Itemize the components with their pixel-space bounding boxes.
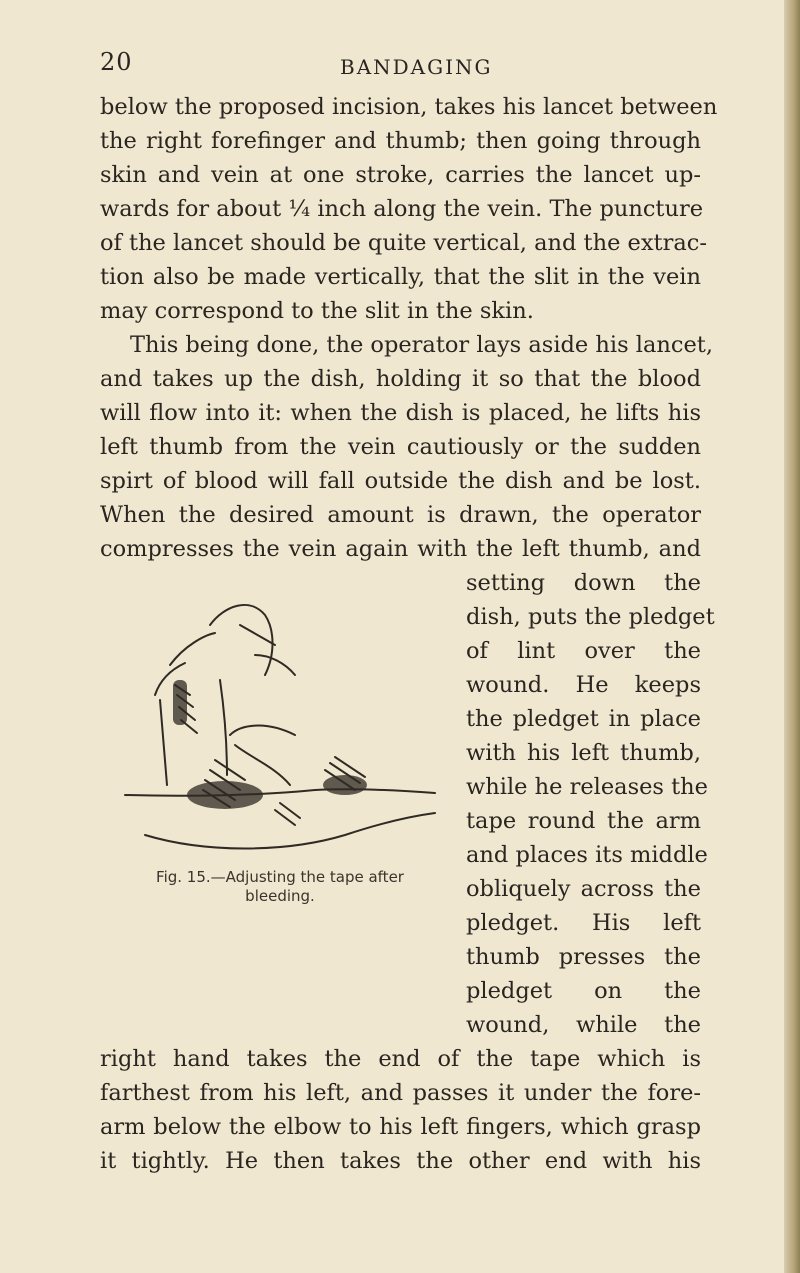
side-line: dish, puts the pledget: [466, 604, 715, 630]
side-line: thumb presses the: [466, 944, 701, 970]
body-line: spirt of blood will fall outside the dish and be lost.: [100, 468, 701, 494]
side-line: pledget. His left: [466, 910, 701, 936]
body-line: compresses the vein again with the left thumb, and: [100, 536, 701, 562]
side-line: setting down the: [466, 570, 701, 596]
body-line: wards for about ¼ inch along the vein. The puncture: [100, 196, 704, 222]
running-head: BANDAGING: [340, 55, 493, 79]
body-line: right hand takes the end of the tape which is: [100, 1046, 701, 1072]
body-line: This being done, the operator lays aside his lancet,: [130, 332, 713, 358]
side-line: obliquely across the: [466, 876, 701, 902]
side-line: and places its middle: [466, 842, 708, 868]
page-number: 20: [100, 48, 133, 76]
body-line: may correspond to the slit in the skin.: [100, 298, 534, 324]
body-line: of the lancet should be quite vertical, and the extrac-: [100, 230, 707, 256]
body-line: below the proposed incision, takes his lancet between: [100, 94, 718, 120]
body-line: When the desired amount is drawn, the operator: [100, 502, 701, 528]
page-edge: [784, 0, 800, 1273]
body-line: farthest from his left, and passes it under the fore-: [100, 1080, 701, 1106]
body-line: tion also be made vertically, that the slit in the vein: [100, 264, 701, 290]
body-line: the right forefinger and thumb; then going through: [100, 128, 701, 154]
side-line: while he releases the: [466, 774, 708, 800]
caption-line: bleeding.: [245, 887, 315, 905]
caption-line: Fig. 15.—Adjusting the tape after: [156, 868, 404, 886]
side-line: with his left thumb,: [466, 740, 701, 766]
side-line: wound, while the: [466, 1012, 701, 1038]
side-line: wound. He keeps: [466, 672, 701, 698]
side-line: of lint over the: [466, 638, 701, 664]
body-line: skin and vein at one stroke, carries the lancet up-: [100, 162, 701, 188]
figure-illustration: [115, 585, 455, 855]
body-line: left thumb from the vein cautiously or the sudden: [100, 434, 701, 460]
bandage-arm-drawing: [115, 585, 455, 855]
figure-caption: [120, 868, 440, 906]
body-line: it tightly. He then takes the other end with his: [100, 1148, 701, 1174]
body-line: arm below the elbow to his left fingers, which grasp: [100, 1114, 701, 1140]
side-line: the pledget in place: [466, 706, 701, 732]
body-line: will flow into it: when the dish is placed, he lifts his: [100, 400, 701, 426]
side-line: pledget on the: [466, 978, 701, 1004]
body-line: and takes up the dish, holding it so that the blood: [100, 366, 701, 392]
side-line: tape round the arm: [466, 808, 701, 834]
